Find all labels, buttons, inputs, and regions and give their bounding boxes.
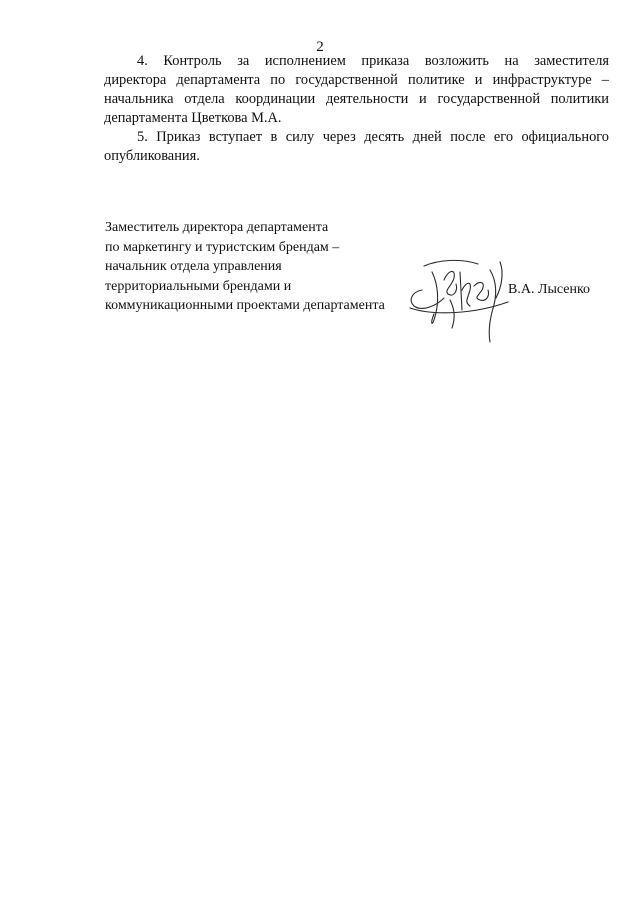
paragraph-4-line-4: департамента Цветкова М.А. (104, 110, 282, 126)
paragraph-4-line-1 (137, 52, 609, 71)
signature-title-line: территориальными брендами и (105, 278, 292, 294)
signer-name: В.А. Лысенко (508, 282, 591, 297)
paragraph-4-line-2: директора департамента по государственной политике и инфраструктуре – (104, 72, 609, 88)
paragraph-5-line-1: 5. Приказ вступает в силу через десять дней после его официального (137, 129, 609, 145)
paragraph-4-number: 4. Контроль (137, 53, 222, 69)
handwritten-signature (404, 250, 524, 355)
signature-title-line: по маркетингу и туристским брендам – (105, 239, 340, 255)
paragraph-5-line-2: опубликования. (104, 148, 200, 164)
paragraph-4-line-3: начальника отдела координации деятельности и государственной политики (104, 91, 609, 107)
paragraph-4-text-start: за исполнением приказа возложить на заместителя (237, 53, 609, 69)
page-number: 2 (316, 39, 324, 55)
signature-title-line: Заместитель директора департамента (105, 220, 329, 235)
signature-title-line: начальник отдела управления (105, 259, 282, 274)
signature-title-line: коммуникационными проектами департамента (105, 298, 385, 313)
signature-title-block (105, 218, 385, 316)
